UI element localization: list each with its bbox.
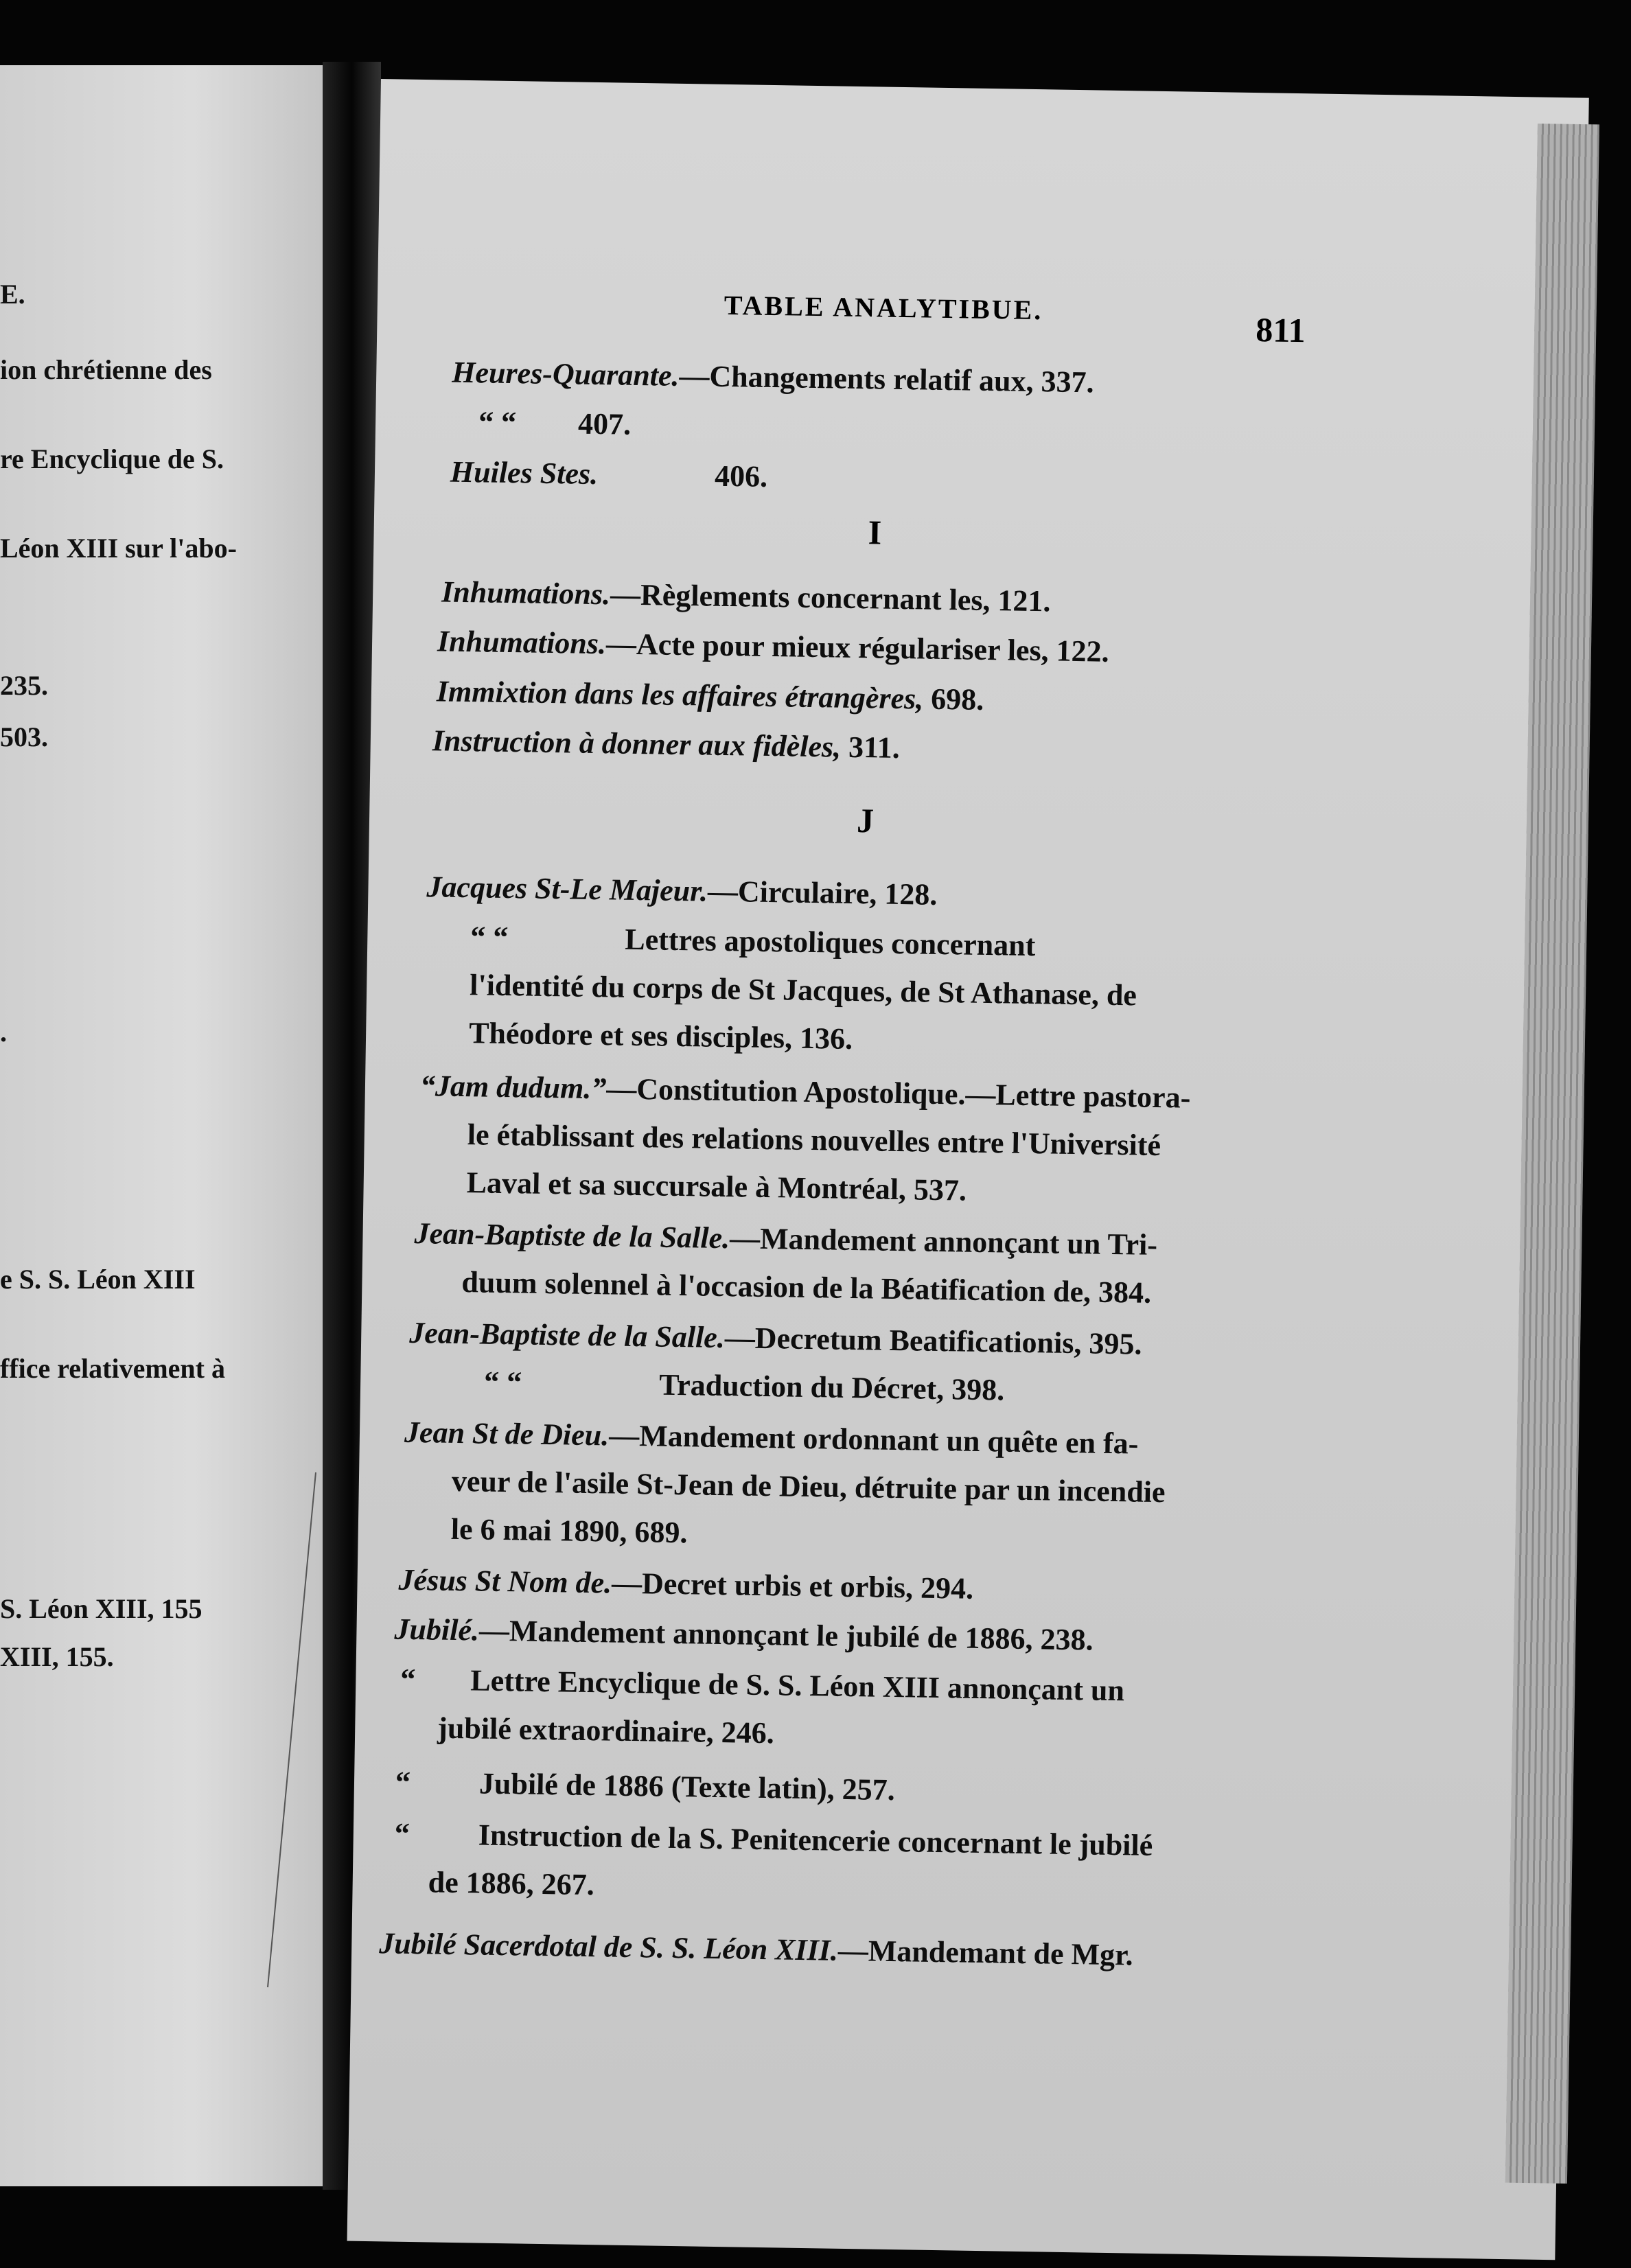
index-entry bbox=[394, 1816, 1153, 1863]
section-letter: I bbox=[868, 513, 882, 552]
entry-head: Heures-Quarante. bbox=[451, 355, 680, 393]
ditto-marks: “ “ bbox=[478, 405, 517, 440]
entry-text: —Règlements concernant les, 121. bbox=[610, 577, 1051, 618]
section-letter: J bbox=[856, 801, 875, 840]
index-entry bbox=[437, 623, 1109, 669]
entry-text: —Decret urbis et orbis, 294. bbox=[611, 1566, 974, 1606]
ditto-marks: “ “ bbox=[470, 920, 509, 955]
left-line: XIII, 155. bbox=[0, 1641, 114, 1672]
ditto-marks: “ bbox=[394, 1816, 410, 1851]
entry-text: —Mandement ordonnant un quête en fa- bbox=[608, 1418, 1139, 1461]
left-page bbox=[0, 65, 323, 2186]
ditto-marks: “ bbox=[400, 1662, 416, 1697]
entry-head: Jubilé Sacerdotal de S. S. Léon XIII. bbox=[378, 1926, 839, 1967]
index-entry-continuation: l'identité du corps de St Jacques, de St Athanase, de bbox=[469, 968, 1137, 1012]
left-line: . bbox=[0, 1017, 7, 1048]
index-entry bbox=[379, 1925, 1133, 1972]
entry-text: —Constitution Apostolique.—Lettre pastora- bbox=[605, 1072, 1191, 1115]
entry-head: Jean-Baptiste de la Salle. bbox=[414, 1216, 730, 1256]
index-entry bbox=[437, 673, 984, 717]
left-line: ffice relativement à bbox=[0, 1353, 225, 1384]
index-entry bbox=[420, 1068, 1191, 1115]
entry-head: Immixtion dans les affaires étrangères, bbox=[436, 674, 924, 716]
left-line: e S. S. Léon XIII bbox=[0, 1264, 196, 1295]
index-entry-continuation: duum solennel à l'occasion de la Béatification de, 384. bbox=[461, 1265, 1152, 1310]
entry-head: Jacques St-Le Majeur. bbox=[426, 870, 708, 908]
index-entry bbox=[470, 919, 1036, 963]
page-number: 811 bbox=[1255, 310, 1306, 350]
entry-head: Jean-Baptiste de la Salle. bbox=[408, 1315, 726, 1355]
index-entry bbox=[394, 1612, 1094, 1658]
index-entry bbox=[432, 723, 900, 765]
index-entry bbox=[484, 1365, 1005, 1408]
entry-text: Lettres apostoliques concernant bbox=[624, 922, 1036, 963]
index-entry bbox=[450, 454, 768, 494]
entry-text: 407. bbox=[577, 406, 632, 441]
page-stain bbox=[0, 65, 323, 2186]
entry-text: Traduction du Décret, 398. bbox=[658, 1367, 1005, 1407]
entry-head: Jésus St Nom de. bbox=[398, 1562, 612, 1600]
left-line: 503. bbox=[0, 721, 48, 752]
entry-head: Instruction à donner aux fidèles, bbox=[432, 724, 842, 764]
entry-head: Jean St de Dieu. bbox=[404, 1415, 610, 1453]
entry-text: 311. bbox=[840, 730, 901, 765]
index-entry bbox=[395, 1765, 896, 1807]
index-entry bbox=[404, 1415, 1139, 1461]
index-entry-continuation: jubilé extraordinaire, 246. bbox=[437, 1711, 775, 1750]
index-entry bbox=[400, 1662, 1124, 1709]
left-line: Léon XIII sur l'abo- bbox=[0, 533, 237, 564]
index-entry bbox=[452, 355, 1094, 400]
entry-head: “Jam dudum.” bbox=[419, 1069, 607, 1106]
entry-text: Instruction de la S. Penitencerie concernant le jubilé bbox=[478, 1818, 1153, 1862]
entry-text: —Decretum Beatificationis, 395. bbox=[724, 1321, 1142, 1361]
ditto-marks: “ “ bbox=[483, 1365, 522, 1400]
entry-text: —Changements relatif aux, 337. bbox=[679, 358, 1094, 400]
entry-head: Huiles Stes. bbox=[450, 454, 599, 491]
entry-text: Lettre Encyclique de S. S. Léon XIII annonçant un bbox=[470, 1663, 1125, 1708]
index-entry bbox=[414, 1216, 1157, 1262]
entry-text: —Circulaire, 128. bbox=[707, 874, 938, 912]
right-page bbox=[347, 79, 1589, 2260]
left-line: S. Léon XIII, 155 bbox=[0, 1593, 203, 1624]
entry-text: 406. bbox=[714, 459, 768, 494]
left-line: ion chrétienne des bbox=[0, 354, 212, 385]
entry-text: —Acte pour mieux régulariser les, 122. bbox=[605, 627, 1110, 669]
left-line: re Encyclique de S. bbox=[0, 443, 224, 474]
index-entry bbox=[409, 1315, 1142, 1362]
ditto-marks: “ bbox=[395, 1765, 411, 1799]
entry-head: Inhumations. bbox=[441, 575, 611, 612]
left-line: E. bbox=[0, 279, 25, 310]
index-entry-continuation: le 6 mai 1890, 689. bbox=[450, 1512, 688, 1550]
index-entry-continuation: Laval et sa succursale à Montréal, 537. bbox=[466, 1166, 967, 1207]
entry-head: Inhumations. bbox=[437, 624, 607, 661]
index-entry bbox=[426, 869, 938, 912]
index-entry bbox=[441, 574, 1051, 618]
index-entry bbox=[478, 404, 632, 441]
entry-text: —Mandement annonçant un Tri- bbox=[729, 1221, 1158, 1262]
index-entry-continuation: de 1886, 267. bbox=[428, 1865, 595, 1902]
index-entry bbox=[398, 1562, 973, 1606]
entry-text: —Mandemant de Mgr. bbox=[837, 1933, 1134, 1972]
entry-text: —Mandement annonçant le jubilé de 1886, 238. bbox=[478, 1613, 1094, 1657]
index-entry-continuation: veur de l'asile St-Jean de Dieu, détruite par un incendie bbox=[451, 1463, 1166, 1509]
index-entry-continuation: Théodore et ses disciples, 136. bbox=[468, 1016, 853, 1056]
index-entry-continuation: le établissant des relations nouvelles entre l'Université bbox=[467, 1118, 1161, 1163]
running-header: TABLE ANALYTIBUE. bbox=[724, 289, 1043, 326]
left-line: 235. bbox=[0, 670, 48, 701]
entry-text: 698. bbox=[923, 682, 984, 717]
entry-text: Jubilé de 1886 (Texte latin), 257. bbox=[478, 1766, 896, 1807]
entry-head: Jubilé. bbox=[394, 1612, 480, 1647]
